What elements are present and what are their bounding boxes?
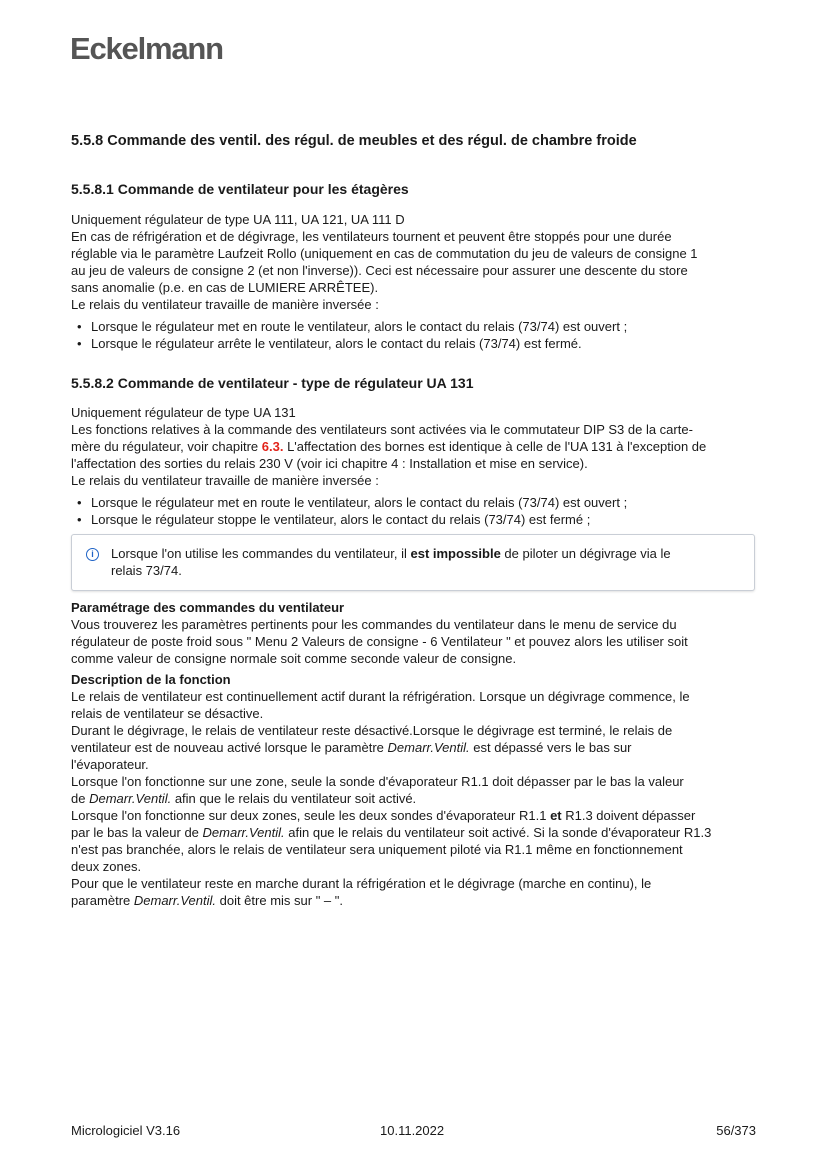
text: ventilateur est de nouveau activé lorsque le paramètre [71, 740, 388, 755]
list-item: • Lorsque le régulateur arrête le ventilateur, alors le contact du relais (73/74) est fermé. [71, 335, 761, 352]
description-heading: Description de la fonction [71, 672, 231, 687]
text-line: En cas de réfrigération et de dégivrage, les ventilateurs tournent et peuvent être stoppés pour une durée [71, 229, 672, 244]
param-name: Demarr.Ventil. [202, 825, 285, 840]
text-line: régulateur de poste froid sous " Menu 2 Valeurs de consigne - 6 Ventilateur " et pouvez alors les utiliser soit [71, 634, 688, 649]
text-line: sans anomalie (p.e. en cas de LUMIERE ARRÊTEE). [71, 280, 379, 295]
text: relais 73/74. [111, 563, 182, 578]
info-note-text [111, 545, 731, 579]
section-heading-5-5-8: 5.5.8 Commande des ventil. des régul. de meubles et des régul. de chambre froide [71, 133, 637, 149]
text-line: n'est pas branchée, alors le relais de ventilateur sera uniquement piloté via R1.1 même en fonctionnement [71, 842, 683, 857]
emphasis: et [550, 808, 562, 823]
text: de piloter un dégivrage via le [500, 546, 671, 561]
text-line: Pour que le ventilateur reste en marche durant la réfrigération et le dégivrage (marche en continu), le [71, 876, 652, 891]
info-note-box [71, 534, 755, 591]
param-name: Demarr.Ventil. [387, 740, 470, 755]
text-line: Les fonctions relatives à la commande des ventilateurs sont activées via le commutateur DIP S3 de la carte- [71, 422, 693, 437]
footer-date: 10.11.2022 [380, 1123, 445, 1138]
text-line: Lorsque l'on fonctionne sur une zone, seule la sonde d'évaporateur R1.1 doit dépasser par le bas la valeur [71, 774, 684, 789]
info-icon: i [86, 548, 99, 561]
section-heading-5-5-8-2: 5.5.8.2 Commande de ventilateur - type de régulateur UA 131 [71, 375, 474, 391]
text: L'affectation des bornes est identique à celle de l'UA 131 à l'exception de [283, 439, 707, 454]
text-line: Uniquement régulateur de type UA 111, UA 121, UA 111 D [71, 212, 405, 227]
text: de [71, 791, 90, 806]
text-line: Le relais de ventilateur est continuellement actif durant la réfrigération. Lorsque un dégivrage commence, le [71, 689, 690, 704]
param-heading: Paramétrage des commandes du ventilateur [71, 600, 345, 615]
list-item: • Lorsque le régulateur stoppe le ventilateur, alors le contact du relais (73/74) est fermé ; [71, 511, 761, 528]
list-item: • Lorsque le régulateur met en route le ventilateur, alors le contact du relais (73/74) est ouvert ; [71, 318, 761, 335]
section-heading-5-5-8-1: 5.5.8.1 Commande de ventilateur pour les étagères [71, 181, 409, 197]
emphasis: est impossible [410, 546, 501, 561]
text-line: Vous trouverez les paramètres pertinents pour les commandes du ventilateur dans le menu de service du [71, 617, 677, 632]
text-line: comme valeur de consigne normale soit comme seconde valeur de consigne. [71, 651, 517, 666]
text: par le bas la valeur de [71, 825, 203, 840]
eckelmann-logo: Eckelmann [70, 31, 223, 66]
text: paramètre [71, 893, 134, 908]
param-section [71, 599, 761, 667]
bullet-list [71, 318, 761, 352]
text-line: relais de ventilateur se désactive. [71, 706, 264, 721]
description-section [71, 671, 761, 909]
footer-page-number: 56/373 [716, 1123, 756, 1138]
bullet-list [71, 494, 761, 528]
text: doit être mis sur " – ". [216, 893, 343, 908]
text-line: Durant le dégivrage, le relais de ventilateur reste désactivé.Lorsque le dégivrage est terminé, le relais de [71, 723, 673, 738]
text: R1.3 doivent dépasser [561, 808, 696, 823]
text-line: Le relais du ventilateur travaille de manière inversée : [71, 473, 379, 488]
text: mère du régulateur, voir chapitre [71, 439, 262, 454]
chapter-link[interactable]: 6.3. [261, 439, 284, 454]
text-line: au jeu de valeurs de consigne 2 (et non l'inverse)). Ceci est nécessaire pour assurer une descente du store [71, 263, 688, 278]
text-line: l'évaporateur. [71, 757, 149, 772]
list-item: • Lorsque le régulateur met en route le ventilateur, alors le contact du relais (73/74) est ouvert ; [71, 494, 761, 511]
footer-firmware-version: Micrologiciel V3.16 [71, 1123, 181, 1138]
text-line [71, 739, 761, 756]
text: afin que le relais du ventilateur soit activé. Si la sonde d'évaporateur R1.3 [284, 825, 712, 840]
text-line: réglable via le paramètre Laufzeit Rollo (uniquement en cas de commutation du jeu de valeurs de consigne 1 [71, 246, 698, 261]
param-name: Demarr.Ventil. [133, 893, 216, 908]
section-2-body [71, 404, 761, 528]
section-1-body [71, 211, 761, 352]
text-line: Le relais du ventilateur travaille de manière inversée : [71, 297, 379, 312]
text-line: deux zones. [71, 859, 142, 874]
text: Lorsque l'on utilise les commandes du ventilateur, il [111, 546, 411, 561]
text-line [71, 824, 761, 841]
text: est dépassé vers le bas sur [469, 740, 632, 755]
text-line: Uniquement régulateur de type UA 131 [71, 405, 296, 420]
text-line [71, 807, 761, 824]
text-line [71, 892, 761, 909]
text-line [71, 438, 761, 455]
text-line [71, 790, 761, 807]
text: afin que le relais du ventilateur soit activé. [171, 791, 417, 806]
param-name: Demarr.Ventil. [89, 791, 172, 806]
text: Lorsque l'on fonctionne sur deux zones, seule les deux sondes d'évaporateur R1.1 [71, 808, 551, 823]
text-line: l'affectation des sorties du relais 230 V (voir ici chapitre 4 : Installation et mise en service). [71, 456, 588, 471]
